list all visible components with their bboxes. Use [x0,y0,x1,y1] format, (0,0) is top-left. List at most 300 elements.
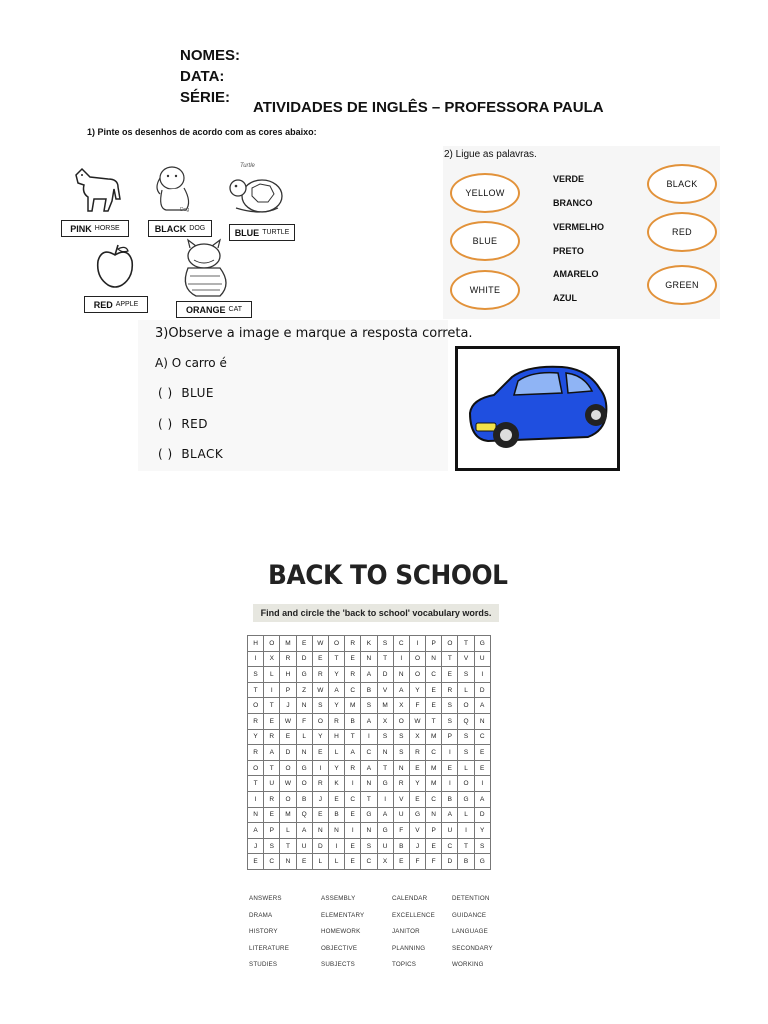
grid-cell[interactable]: K [328,776,344,792]
option-blue[interactable]: ( ) BLUE [158,386,215,400]
q1-instruction: 1) Pinte os desenhos de acordo com as cores abaixo: [87,127,317,137]
word-list-item: DETENTION [452,895,490,902]
grid-cell[interactable]: E [296,854,312,870]
grid-cell[interactable]: I [345,776,361,792]
grid-cell[interactable]: R [442,682,458,698]
word-list-item: DRAMA [249,911,273,919]
grid-cell[interactable]: A [248,823,264,839]
oval-red: RED [647,212,717,252]
grid-cell[interactable]: N [361,823,377,839]
grid-cell[interactable]: W [280,713,296,729]
grid-cell[interactable]: R [280,651,296,667]
grid-cell[interactable]: I [442,745,458,761]
grid-cell[interactable]: E [345,854,361,870]
grid-row [248,729,491,745]
option-black[interactable]: ( ) BLACK [158,447,224,461]
grid-cell[interactable]: O [312,713,328,729]
grid-cell[interactable]: N [377,745,393,761]
grid-cell[interactable]: S [377,729,393,745]
grid-cell[interactable]: T [377,760,393,776]
grid-cell[interactable]: E [312,745,328,761]
grid-cell[interactable]: R [345,667,361,683]
cat-drawing [176,238,238,300]
word-amarelo: AMARELO [553,269,599,279]
grid-cell[interactable]: T [361,791,377,807]
grid-cell[interactable]: N [296,745,312,761]
grid-row [248,807,491,823]
word-search-grid [247,635,491,870]
grid-cell[interactable]: P [442,729,458,745]
option-red[interactable]: ( ) RED [158,417,208,431]
grid-cell[interactable]: S [312,698,328,714]
grid-cell[interactable]: I [328,838,344,854]
grid-cell[interactable]: T [345,729,361,745]
grid-cell[interactable]: Y [328,760,344,776]
grid-cell[interactable]: E [474,745,490,761]
grid-cell[interactable]: R [345,760,361,776]
grid-cell[interactable]: I [393,651,409,667]
grid-cell[interactable]: O [280,791,296,807]
grid-cell[interactable]: E [393,854,409,870]
q3-question: A) O carro é [155,356,227,370]
grid-cell[interactable]: O [328,636,344,652]
car-image-frame [455,346,620,471]
grid-cell[interactable]: R [312,667,328,683]
grid-cell[interactable]: A [442,807,458,823]
word-list-item: LITERATURE [249,944,290,952]
grid-cell[interactable]: X [377,713,393,729]
grid-cell[interactable]: M [426,760,442,776]
grid-row [248,838,491,854]
word-list-item: WORKING [452,961,484,968]
oval-yellow: YELLOW [450,173,520,213]
word-branco: BRANCO [553,198,593,208]
grid-cell[interactable]: E [426,838,442,854]
names-label: NOMES: [180,47,240,64]
grid-cell[interactable]: Y [312,729,328,745]
grid-cell[interactable]: C [264,854,280,870]
date-label: DATA: [180,68,225,85]
grid-cell[interactable]: R [312,776,328,792]
grid-cell[interactable]: C [345,682,361,698]
grid-cell[interactable]: R [264,729,280,745]
grid-cell[interactable]: G [458,791,474,807]
grid-cell[interactable]: I [474,667,490,683]
grid-cell[interactable]: T [280,838,296,854]
grid-cell[interactable]: N [426,807,442,823]
grid-cell[interactable]: O [264,636,280,652]
grid-cell[interactable]: H [328,729,344,745]
grid-cell[interactable]: L [328,854,344,870]
grid-cell[interactable]: P [280,682,296,698]
grid-row [248,760,491,776]
grid-cell[interactable]: R [393,776,409,792]
grid-cell[interactable]: G [474,854,490,870]
grid-cell[interactable]: I [248,651,264,667]
grid-cell[interactable]: E [345,651,361,667]
grid-cell[interactable]: X [409,729,425,745]
grid-cell[interactable]: D [296,651,312,667]
grid-cell[interactable]: N [280,854,296,870]
grid-cell[interactable]: C [474,729,490,745]
grid-cell[interactable]: A [345,745,361,761]
grid-cell[interactable]: F [296,713,312,729]
grid-cell[interactable]: R [345,636,361,652]
grid-cell[interactable]: O [409,651,425,667]
grid-row [248,791,491,807]
word-list-item: ANSWERS [249,895,282,902]
grid-cell[interactable]: F [393,823,409,839]
grid-cell[interactable]: E [474,760,490,776]
grid-cell[interactable]: S [361,698,377,714]
grid-cell[interactable]: A [377,807,393,823]
q2-instruction: 2) Ligue as palavras. [444,149,537,160]
word-list-item: ASSEMBLY [321,895,356,902]
grid-cell[interactable]: O [442,636,458,652]
grid-cell[interactable]: C [426,745,442,761]
grid-cell[interactable]: O [296,776,312,792]
grid-row [248,636,491,652]
grid-cell[interactable]: M [377,698,393,714]
grid-cell[interactable]: U [474,651,490,667]
grid-cell[interactable]: V [409,823,425,839]
grid-cell[interactable]: Q [458,713,474,729]
grid-row [248,823,491,839]
grid-cell[interactable]: P [264,823,280,839]
grid-cell[interactable]: M [426,776,442,792]
grid-cell[interactable]: N [361,776,377,792]
grid-cell[interactable]: I [361,729,377,745]
grid-cell[interactable]: V [393,791,409,807]
word-list-item: SUBJECTS [321,961,355,968]
label-black-dog: BLACK DOG [148,220,212,237]
grid-cell[interactable]: E [409,791,425,807]
grid-cell[interactable]: E [442,667,458,683]
apple-drawing [92,243,138,291]
grid-cell[interactable]: T [458,636,474,652]
oval-white: WHITE [450,270,520,310]
grid-cell[interactable]: S [377,636,393,652]
word-list-item: EXCELLENCE [392,911,435,919]
grid-cell[interactable]: B [296,791,312,807]
word-list-item: OBJECTIVE [321,944,358,952]
grid-cell[interactable]: E [426,682,442,698]
grid-cell[interactable]: T [248,682,264,698]
grid-cell[interactable]: O [458,776,474,792]
grid-cell[interactable]: R [248,713,264,729]
grid-cell[interactable]: L [458,807,474,823]
grid-cell[interactable]: G [377,776,393,792]
grid-cell[interactable]: D [377,667,393,683]
grid-cell[interactable]: G [474,636,490,652]
grid-cell[interactable]: A [361,760,377,776]
grid-cell[interactable]: T [264,698,280,714]
grid-cell[interactable]: N [393,760,409,776]
oval-green: GREEN [647,265,717,305]
grid-row [248,682,491,698]
grid-cell[interactable]: G [296,667,312,683]
grid-cell[interactable]: B [328,807,344,823]
grid-cell[interactable]: N [426,651,442,667]
grid-cell[interactable]: D [474,682,490,698]
horse-drawing [68,165,124,217]
grid-cell[interactable]: O [409,667,425,683]
grid-cell[interactable]: E [345,838,361,854]
grid-cell[interactable]: D [442,854,458,870]
word-list-item: PLANNING [392,944,426,952]
grid-cell[interactable]: E [264,713,280,729]
grid-row [248,667,491,683]
grid-cell[interactable]: C [361,745,377,761]
grid-cell[interactable]: D [474,807,490,823]
grid-cell[interactable]: E [426,698,442,714]
grid-cell[interactable]: H [280,667,296,683]
grid-cell[interactable]: C [442,838,458,854]
grid-cell[interactable]: A [296,823,312,839]
grid-cell[interactable]: C [345,791,361,807]
grid-cell[interactable]: A [474,698,490,714]
grid-cell[interactable]: J [280,698,296,714]
grid-cell[interactable]: E [345,807,361,823]
grid-cell[interactable]: U [393,807,409,823]
grid-cell[interactable]: E [312,651,328,667]
grid-cell[interactable]: Y [328,698,344,714]
word-vermelho: VERMELHO [553,222,605,232]
grid-cell[interactable]: S [361,838,377,854]
grid-cell[interactable]: K [361,636,377,652]
grid-cell[interactable]: U [264,776,280,792]
grid-cell[interactable]: P [426,636,442,652]
grid-cell[interactable]: T [377,651,393,667]
grid-cell[interactable]: S [442,698,458,714]
grid-cell[interactable]: T [264,760,280,776]
grid-row [248,854,491,870]
grid-cell[interactable]: S [264,838,280,854]
dog-caption: Dog [180,207,190,213]
grid-cell[interactable]: W [280,776,296,792]
word-preto: PRETO [553,246,584,256]
grid-cell[interactable]: C [426,791,442,807]
grid-cell[interactable]: S [393,729,409,745]
word-search-title: BACK TO SCHOOL [268,560,508,591]
grid-cell[interactable]: I [409,636,425,652]
grid-cell[interactable]: D [280,745,296,761]
grid-cell[interactable]: Y [328,667,344,683]
label-red-apple: RED APPLE [84,296,148,313]
grid-cell[interactable]: Q [296,807,312,823]
grid-cell[interactable]: I [474,776,490,792]
grid-cell[interactable]: J [312,791,328,807]
grid-cell[interactable]: F [409,854,425,870]
grid-cell[interactable]: E [296,636,312,652]
grid-cell[interactable]: B [361,682,377,698]
dog-drawing [152,164,196,216]
grid-row [248,776,491,792]
grid-cell[interactable]: T [426,713,442,729]
oval-black: BLACK [647,164,717,204]
grid-cell[interactable]: L [296,729,312,745]
grid-cell[interactable]: U [377,838,393,854]
grid-cell[interactable]: A [264,745,280,761]
grid-cell[interactable]: T [248,776,264,792]
grid-cell[interactable]: A [361,713,377,729]
grid-cell[interactable]: E [248,854,264,870]
grid-cell[interactable]: P [426,823,442,839]
grid-cell[interactable]: I [248,791,264,807]
grid-cell[interactable]: X [377,854,393,870]
grid-cell[interactable]: I [345,823,361,839]
word-list-item: GUIDANCE [452,911,487,919]
oval-blue: BLUE [450,221,520,261]
word-search-instruction: Find and circle the 'back to school' vocabulary words. [253,604,499,622]
grid-cell[interactable]: G [377,823,393,839]
grid-cell[interactable]: G [361,807,377,823]
grid-cell[interactable]: N [248,807,264,823]
grid-cell[interactable]: C [393,636,409,652]
turtle-caption: Turtle [240,163,255,169]
grid-cell[interactable]: I [312,760,328,776]
grid-cell[interactable]: T [442,651,458,667]
grid-cell[interactable]: V [458,651,474,667]
grid-row [248,713,491,729]
grid-row [248,651,491,667]
grid-cell[interactable]: N [312,823,328,839]
grid-cell[interactable]: U [442,823,458,839]
grid-cell[interactable]: W [312,682,328,698]
grid-cell[interactable]: E [328,791,344,807]
word-list-item: STUDIES [249,961,278,968]
grid-cell[interactable]: E [280,729,296,745]
grid-cell[interactable]: L [264,667,280,683]
grid-cell[interactable]: L [280,823,296,839]
page-title: ATIVIDADES DE INGLÊS – PROFESSORA PAULA [253,99,604,116]
grid-cell[interactable]: O [393,713,409,729]
grid-cell[interactable]: N [361,651,377,667]
grid-cell[interactable]: R [409,745,425,761]
grid-cell[interactable]: L [458,760,474,776]
label-pink-horse: PINK HORSE [61,220,129,237]
grid-cell[interactable]: O [248,760,264,776]
grid-cell[interactable]: J [248,838,264,854]
turtle-drawing [226,172,286,220]
grid-cell[interactable]: A [474,791,490,807]
word-list-item: ELEMENTARY [321,911,365,919]
grid-cell[interactable]: S [474,838,490,854]
word-list-item: HISTORY [249,928,278,935]
grid-cell[interactable]: E [264,807,280,823]
label-blue-turtle: BLUE TURTLE [229,224,295,241]
grid-cell[interactable]: A [328,682,344,698]
grid-cell[interactable]: N [296,698,312,714]
grid-cell[interactable]: Y [409,682,425,698]
grid-cell[interactable]: B [393,838,409,854]
grid-cell[interactable]: S [248,667,264,683]
grid-cell[interactable]: S [458,729,474,745]
grid-cell[interactable]: T [458,838,474,854]
word-list-item: SECONDARY [452,944,493,952]
grid-cell[interactable]: L [328,745,344,761]
grid-cell[interactable]: S [458,745,474,761]
grid-cell[interactable]: M [345,698,361,714]
word-list-item: TOPICS [392,961,417,968]
grid-cell[interactable]: G [409,807,425,823]
grid-cell[interactable]: L [458,682,474,698]
grid-cell[interactable]: I [377,791,393,807]
grid-cell[interactable]: C [426,667,442,683]
grid-cell[interactable]: S [442,713,458,729]
grid-cell[interactable]: B [442,791,458,807]
grid-cell[interactable]: T [328,651,344,667]
grid-cell[interactable]: W [409,713,425,729]
grid-cell[interactable]: L [312,854,328,870]
grid-cell[interactable]: O [458,698,474,714]
word-verde: VERDE [553,174,585,184]
grid-cell[interactable]: S [393,745,409,761]
grid-cell[interactable]: M [426,729,442,745]
grid-cell[interactable]: G [296,760,312,776]
grid-cell[interactable]: O [248,698,264,714]
word-list [249,895,512,972]
grid-cell[interactable]: A [361,667,377,683]
grid-cell[interactable]: Y [409,776,425,792]
grid-cell[interactable]: D [312,838,328,854]
grid-cell[interactable]: V [377,682,393,698]
grid-cell[interactable]: I [264,682,280,698]
grid-cell[interactable]: Z [296,682,312,698]
grid-cell[interactable]: C [361,854,377,870]
grid-cell[interactable]: R [264,791,280,807]
grid-row [248,745,491,761]
grid-cell[interactable]: F [409,698,425,714]
grid-cell[interactable]: M [280,807,296,823]
grid-cell[interactable]: I [442,776,458,792]
label-orange-cat: ORANGE CAT [176,301,252,318]
grid-cell[interactable]: E [409,760,425,776]
grade-label: SÉRIE: [180,89,231,106]
blue-car-drawing [458,349,617,468]
grid-cell[interactable]: U [296,838,312,854]
grid-cell[interactable]: N [393,667,409,683]
grid-cell[interactable]: J [409,838,425,854]
word-list-item: CALENDAR [392,895,428,902]
grid-cell[interactable]: R [328,713,344,729]
word-list-item: LANGUAGE [452,928,488,935]
word-azul: AZUL [553,293,577,303]
grid-cell[interactable]: H [248,636,264,652]
grid-cell[interactable]: A [393,682,409,698]
grid-cell[interactable]: Y [248,729,264,745]
grid-row [248,698,491,714]
word-list-item: JANITOR [392,928,420,935]
grid-cell[interactable]: S [458,667,474,683]
grid-cell[interactable]: X [264,651,280,667]
grid-cell[interactable]: B [345,713,361,729]
grid-cell[interactable]: R [248,745,264,761]
grid-cell[interactable]: W [312,636,328,652]
grid-cell[interactable]: N [328,823,344,839]
grid-cell[interactable]: O [280,760,296,776]
grid-cell[interactable]: N [474,713,490,729]
grid-cell[interactable]: Y [474,823,490,839]
grid-cell[interactable]: E [442,760,458,776]
grid-cell[interactable]: X [393,698,409,714]
grid-cell[interactable]: I [458,823,474,839]
grid-cell[interactable]: M [280,636,296,652]
grid-cell[interactable]: B [458,854,474,870]
grid-cell[interactable]: F [426,854,442,870]
grid-cell[interactable]: E [312,807,328,823]
q3-instruction: 3)Observe a image e marque a resposta correta. [155,326,473,341]
